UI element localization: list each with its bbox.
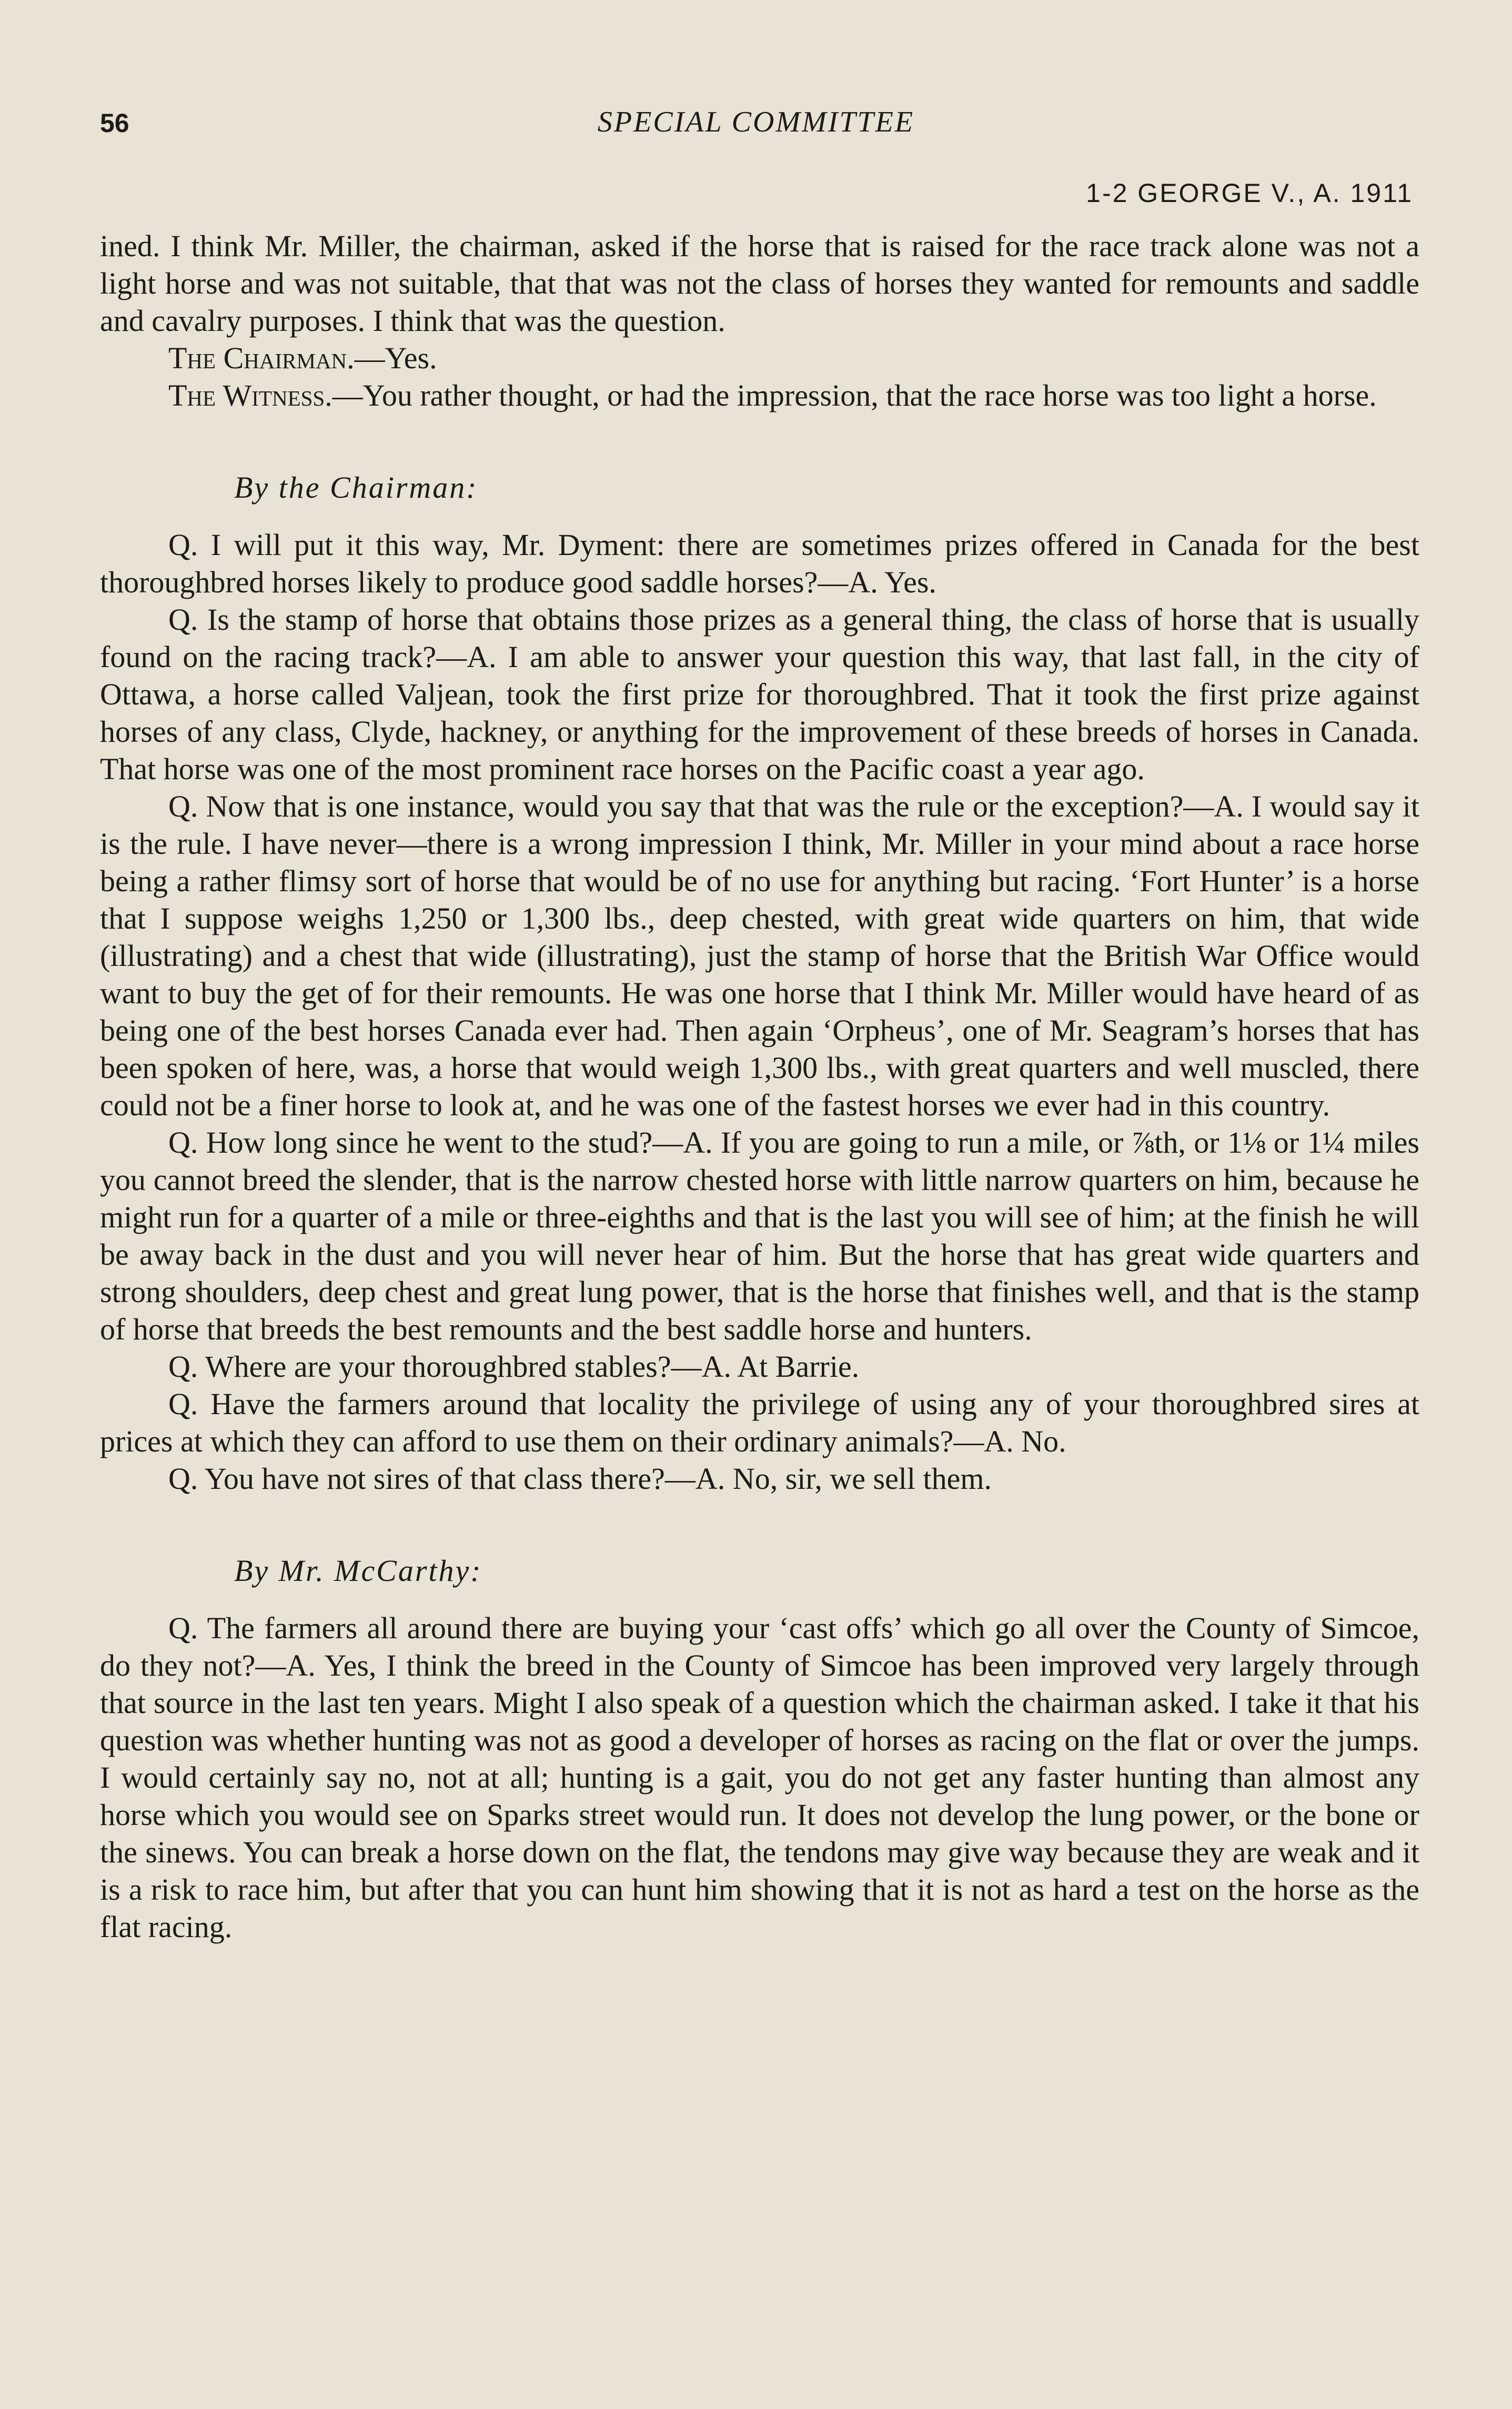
page-number: 56 xyxy=(100,108,129,138)
paragraph: Q. The farmers all around there are buying your ‘cast offs’ which go all over the County of Simcoe, do they not?—A. Yes, I think the breed in the County of Simcoe has been improved very largely through that source in the last ten years. Might I also speak of a question which the chairman asked. I take it that his question was whether hunting was not as good a developer of horses as racing on the flat or over the jumps. I would certainly say no, not at all; hunting is a gait, you do not get any faster hunting than almost any horse which you would see on Sparks street would run. It does not develop the lung power, or the bone or the sinews. You can break a horse down on the flat, the tendons may give way because they are weak and it is a risk to race him, but after that you can hunt him showing that it is not as hard a test on the horse as the flat racing. xyxy=(100,1611,1419,1944)
paragraph: Q. You have not sires of that class there?—A. No, sir, we sell them. xyxy=(168,1461,992,1496)
section-heading: By Mr. McCarthy: xyxy=(234,1554,482,1588)
body-text xyxy=(100,227,1419,1946)
paragraph: Q. Now that is one instance, would you say that that was the rule or the exception?—A. I would say it is the rule. I have never—there is a wrong impression I think, Mr. Miller in your mind about a race horse being a rather flimsy sort of horse that would be of no use for anything but racing. ‘Fort Hunter’ is a horse that I suppose weighs 1,250 or 1,300 lbs., deep chested, with great wide quarters on him, that wide (illustrating) and a chest that wide (illustrating), just the stamp of horse that the British War Office would want to buy the get of for their remounts. He was one horse that I think Mr. Miller would have heard of as being one of the best horses Canada ever had. Then again ‘Orpheus’, one of Mr. Seagram’s horses that has been spoken of here, was, a horse that would weigh 1,300 lbs., with great quarters and well muscled, there could not be a finer horse to look at, and he was one of the fastest horses we ever had in this country. xyxy=(100,789,1419,1122)
paragraph: ined. I think Mr. Miller, the chairman, asked if the horse that is raised for the race track alone was not a light horse and was not suitable, that that was not the class of horses they wanted for remounts and saddle and cavalry purposes. I think that was the question. xyxy=(100,229,1419,338)
session-label: 1-2 GEORGE V., A. 1911 xyxy=(1086,178,1413,208)
paragraph xyxy=(100,339,1419,377)
speaker-label: The Witness. xyxy=(168,378,332,412)
paragraph: Q. Have the farmers around that locality the privilege of using any of your thoroughbred sires at prices at which they can afford to use them on their ordinary animals?—A. No. xyxy=(100,1387,1419,1458)
paragraph xyxy=(100,377,1419,414)
paragraph: Q. Is the stamp of horse that obtains those prizes as a general thing, the class of horse that is usually found on the racing track?—A. I am able to answer your question this way, that last fall, in the city of Ottawa, a horse called Valjean, took the first prize for thoroughbred. That it took the first prize against horses of any class, Clyde, hackney, or anything for the improvement of these breeds of horses in Canada. That horse was one of the most prominent race horses on the Pacific coast a year ago. xyxy=(100,602,1419,786)
speech-text: —You rather thought, or had the impression, that the race horse was too light a horse. xyxy=(332,378,1377,412)
speaker-label: The Chairman. xyxy=(168,341,355,375)
paragraph: Q. Where are your thoroughbred stables?—A. At Barrie. xyxy=(168,1349,860,1384)
paragraph: Q. I will put it this way, Mr. Dyment: there are sometimes prizes offered in Canada for the best thoroughbred horses likely to produce good saddle horses?—A. Yes. xyxy=(100,528,1419,599)
paragraph: Q. How long since he went to the stud?—A. If you are going to run a mile, or ⅞th, or 1⅛ or 1¼ miles you cannot breed the slender, that is the narrow chested horse with little narrow quarters on him, because he might run for a quarter of a mile or three-eighths and that is the last you will see of him; at the finish he will be away back in the dust and you will never hear of him. But the horse that has great wide quarters and strong shoulders, deep chest and great lung power, that is the horse that finishes well, and that is the stamp of horse that breeds the best remounts and the best saddle horse and hunters. xyxy=(100,1125,1419,1346)
running-head: SPECIAL COMMITTEE xyxy=(597,106,915,138)
section-heading: By the Chairman: xyxy=(234,470,478,505)
speech-text: —Yes. xyxy=(354,341,437,375)
